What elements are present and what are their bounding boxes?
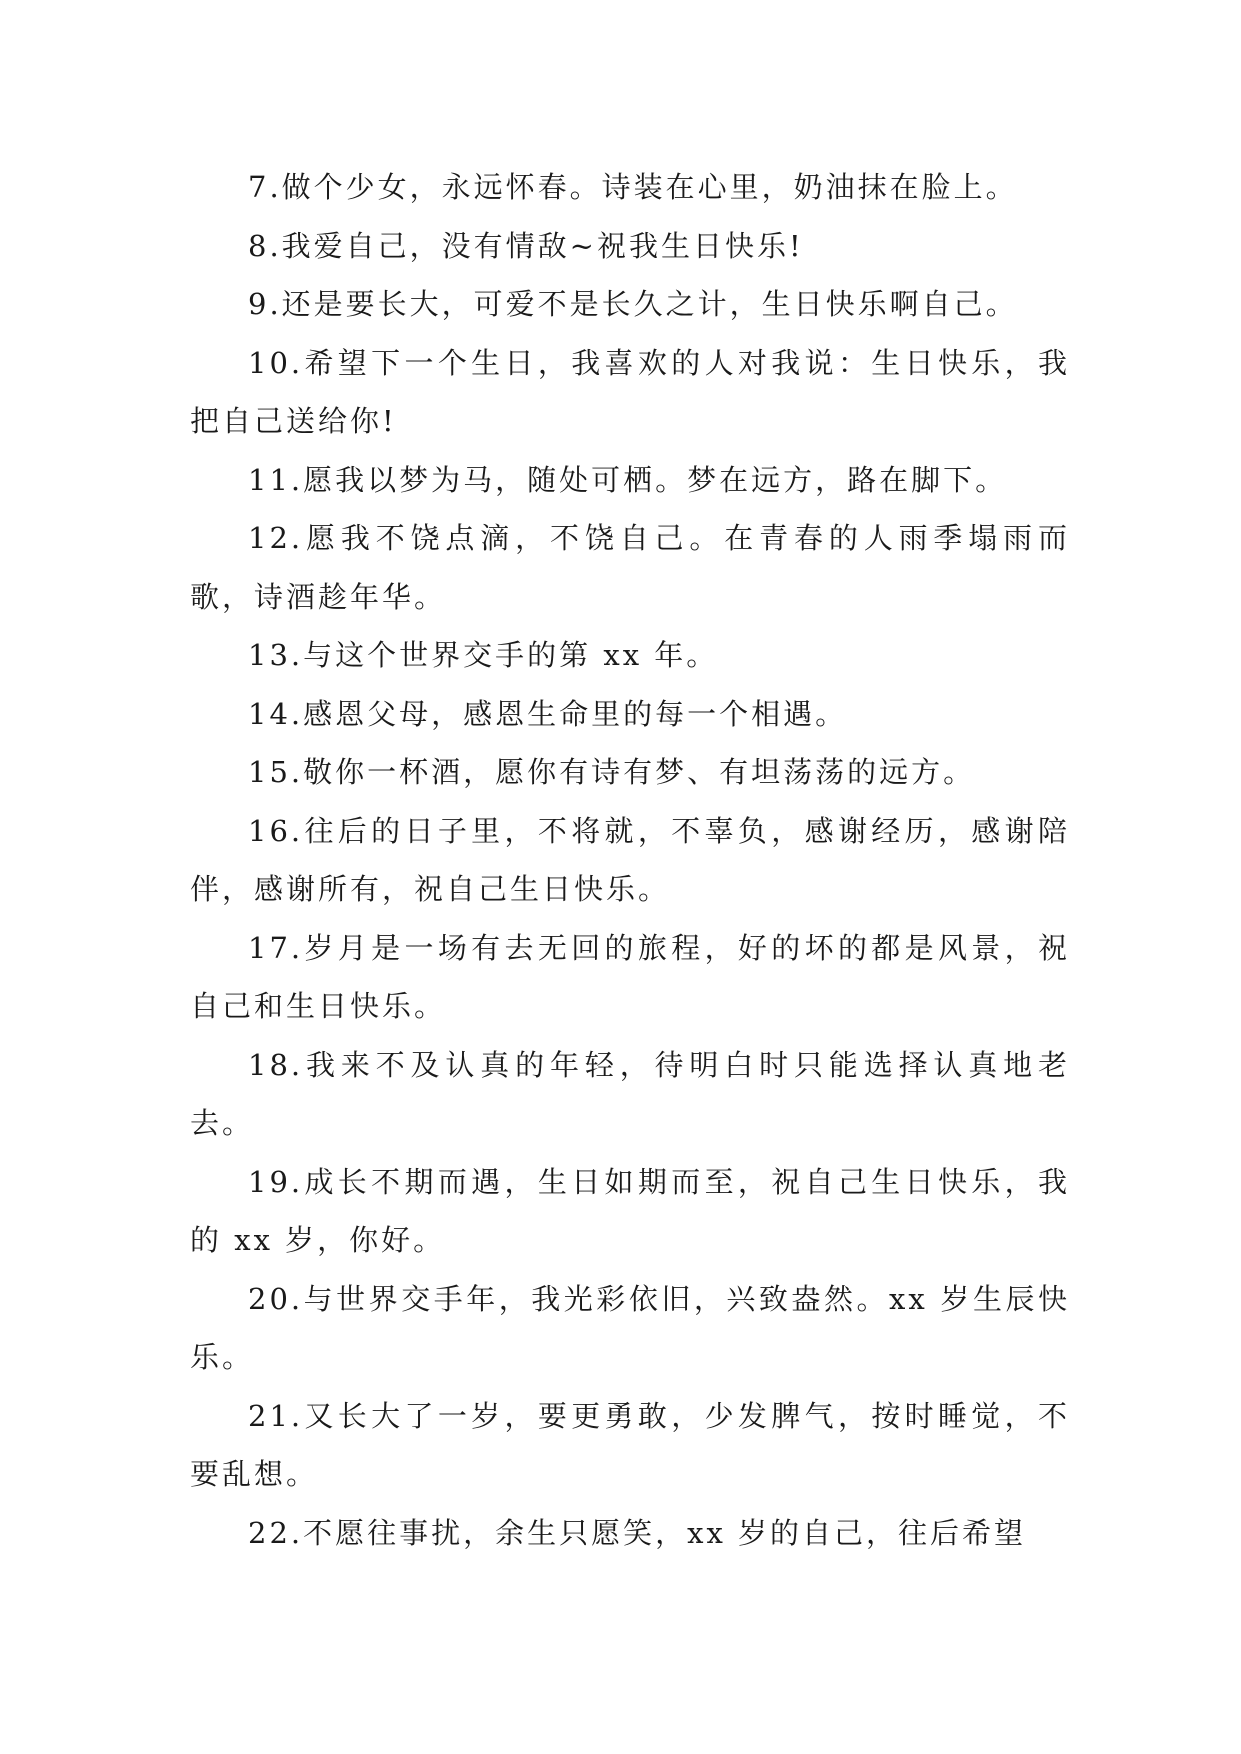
paragraph-15: 15.敬你一杯酒，愿你有诗有梦、有坦荡荡的远方。 <box>248 755 976 789</box>
paragraph-13: 13.与这个世界交手的第 xx 年。 <box>248 638 719 672</box>
paragraph-11: 11.愿我以梦为马，随处可栖。梦在远方，路在脚下。 <box>248 462 1008 497</box>
paragraph-21: 21.又长大了一岁，要更勇敢，少发脾气，按时睡觉，不要乱想。 <box>190 1398 1070 1491</box>
paragraph-7: 7.做个少女，永远怀春。诗装在心里，奶油抹在脸上。 <box>248 170 1018 204</box>
paragraph-8: 8.我爱自己，没有情敌~祝我生日快乐! <box>248 228 804 263</box>
paragraph-14: 14.感恩父母，感恩生命里的每一个相遇。 <box>248 696 848 731</box>
paragraph-18: 18.我来不及认真的年轻，待明白时只能选择认真地老去。 <box>190 1047 1070 1140</box>
paragraph-17: 17.岁月是一场有去无回的旅程，好的坏的都是风景，祝自己和生日快乐。 <box>190 930 1070 1023</box>
paragraph-22: 22.不愿往事扰，余生只愿笑，xx 岁的自己，往后希望 <box>248 1515 1027 1550</box>
paragraph-12: 12.愿我不饶点滴，不饶自己。在青春的人雨季塌雨而歌，诗酒趁年华。 <box>190 521 1070 614</box>
paragraph-19: 19.成长不期而遇，生日如期而至，祝自己生日快乐，我的 xx 岁，你好。 <box>190 1164 1070 1257</box>
document-body <box>190 158 1070 1562</box>
paragraph-20: 20.与世界交手年，我光彩依旧，兴致盎然。xx 岁生辰快乐。 <box>190 1281 1070 1374</box>
paragraph-9: 9.还是要长大，可爱不是长久之计，生日快乐啊自己。 <box>248 287 1018 321</box>
paragraph-16: 16.往后的日子里，不将就，不辜负，感谢经历，感谢陪伴，感谢所有，祝自己生日快乐。 <box>190 813 1070 906</box>
paragraph-10: 10.希望下一个生日，我喜欢的人对我说：生日快乐，我把自己送给你! <box>190 345 1070 438</box>
